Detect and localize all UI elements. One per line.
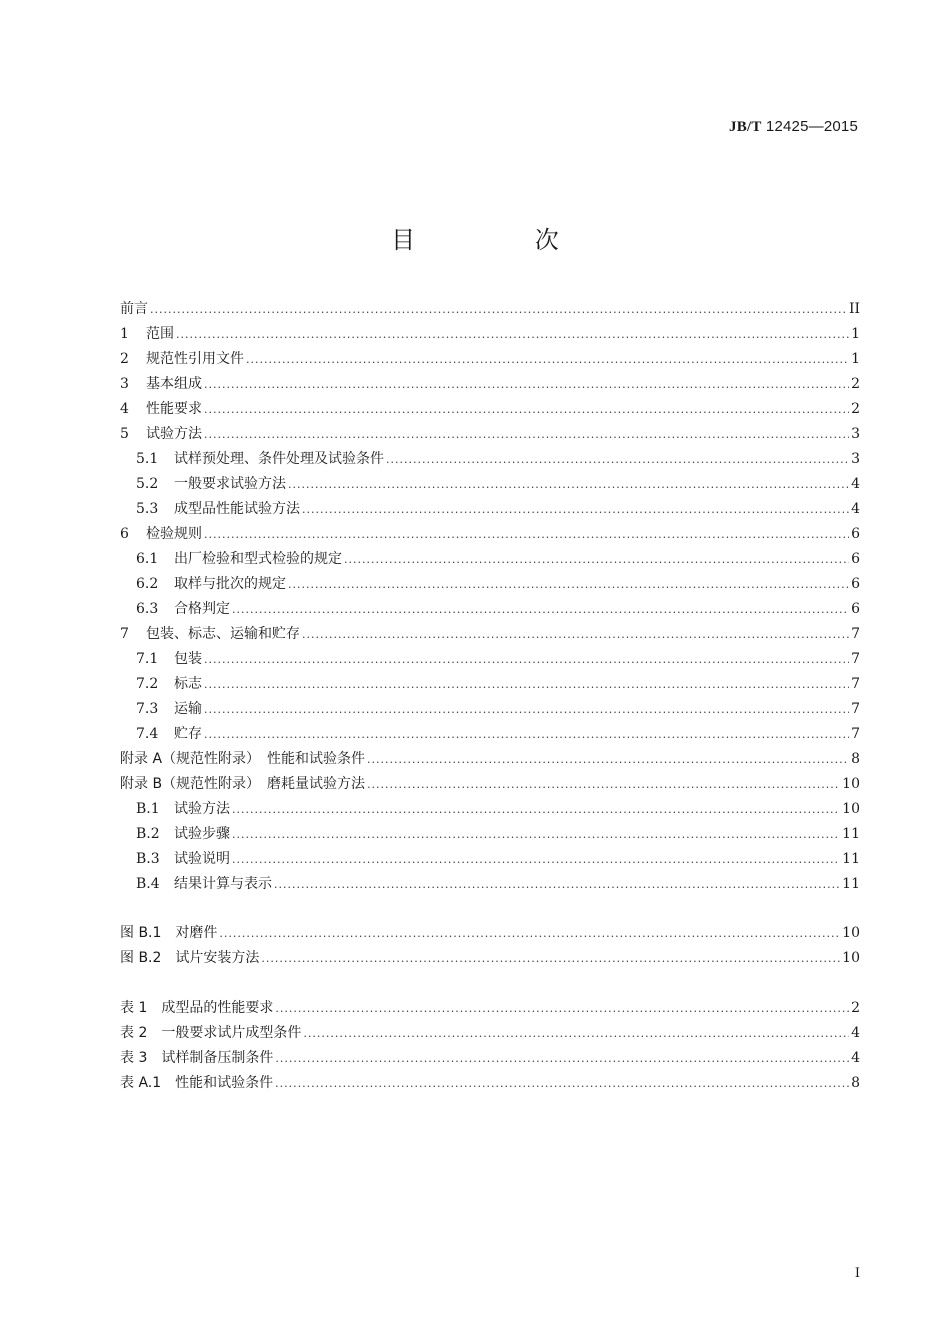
toc-entry[interactable]: 6 检验规则 ..... 6 <box>120 523 860 545</box>
dot-leader <box>275 1073 849 1095</box>
dot-leader <box>275 1048 849 1070</box>
toc-appendix-entry[interactable]: 附录 B（规范性附录） 磨耗量试验方法 ..... 10 <box>120 773 860 795</box>
toc-entry[interactable]: 3 基本组成 ..... 2 <box>120 373 860 395</box>
dot-leader <box>274 874 840 896</box>
dot-leader <box>302 624 849 646</box>
dot-leader <box>204 674 849 696</box>
dot-leader <box>219 923 840 945</box>
toc-table-entry[interactable]: 表 A.1 性能和试验条件 ..... 8 <box>120 1072 860 1094</box>
dot-leader <box>367 749 849 771</box>
page-title: 目 次 <box>391 226 615 254</box>
dot-leader <box>204 649 849 671</box>
dot-leader <box>204 699 849 721</box>
dot-leader <box>303 1023 849 1045</box>
dot-leader <box>204 399 849 421</box>
standard-code <box>729 118 858 136</box>
toc-entry[interactable]: 4 性能要求 ..... 2 <box>120 398 860 420</box>
toc-subentry[interactable]: 7.4 贮存 ..... 7 <box>120 723 860 745</box>
toc-subentry[interactable]: 7.2 标志 ..... 7 <box>120 673 860 695</box>
toc-entry[interactable]: 5 试验方法 ..... 3 <box>120 423 860 445</box>
toc-subentry[interactable]: B.3 试验说明 ..... 11 <box>120 848 860 870</box>
toc-subentry[interactable]: 5.2 一般要求试验方法 ..... 4 <box>120 473 860 495</box>
toc-subentry[interactable]: 5.1 试样预处理、条件处理及试验条件 ..... 3 <box>120 448 860 470</box>
dot-leader <box>176 324 849 346</box>
toc-subentry[interactable]: B.2 试验步骤 ..... 11 <box>120 823 860 845</box>
dot-leader <box>302 499 849 521</box>
toc-appendix-entry[interactable]: 附录 A（规范性附录） 性能和试验条件 ..... 8 <box>120 748 860 770</box>
toc-subentry[interactable]: 6.2 取样与批次的规定 ..... 6 <box>120 573 860 595</box>
toc-subentry[interactable]: B.1 试验方法 ..... 10 <box>120 798 860 820</box>
dot-leader <box>232 824 840 846</box>
dot-leader <box>275 998 849 1020</box>
dot-leader <box>150 299 847 321</box>
toc-figure-entry[interactable]: 图 B.2 试片安装方法 ..... 10 <box>120 947 860 969</box>
toc-entry[interactable]: 前言 ..... II <box>120 298 860 320</box>
dot-leader <box>288 574 849 596</box>
toc-subentry[interactable]: 7.1 包装 ..... 7 <box>120 648 860 670</box>
toc-entry[interactable]: 1 范围 ..... 1 <box>120 323 860 345</box>
dot-leader <box>288 474 849 496</box>
dot-leader <box>232 799 840 821</box>
toc-entry[interactable]: 7 包装、标志、运输和贮存 ..... 7 <box>120 623 860 645</box>
dot-leader <box>204 724 849 746</box>
toc-figure-entry[interactable]: 图 B.1 对磨件 ..... 10 <box>120 922 860 944</box>
page-number: I <box>854 1266 860 1281</box>
dot-leader <box>232 849 840 871</box>
dot-leader <box>204 524 849 546</box>
dot-leader <box>261 948 840 970</box>
dot-leader <box>246 349 849 371</box>
dot-leader <box>204 374 849 396</box>
toc-subentry[interactable]: B.4 结果计算与表示 ..... 11 <box>120 873 860 895</box>
dot-leader <box>367 774 840 796</box>
dot-leader <box>204 424 849 446</box>
toc-subentry[interactable]: 6.1 出厂检验和型式检验的规定 ..... 6 <box>120 548 860 570</box>
dot-leader <box>232 599 849 621</box>
toc-table-entry[interactable]: 表 2 一般要求试片成型条件 ..... 4 <box>120 1022 860 1044</box>
toc-entry[interactable]: 2 规范性引用文件 ..... 1 <box>120 348 860 370</box>
toc-subentry[interactable]: 6.3 合格判定 ..... 6 <box>120 598 860 620</box>
standard-number: 12425—2015 <box>765 118 858 135</box>
toc-table-entry[interactable]: 表 3 试样制备压制条件 ..... 4 <box>120 1047 860 1069</box>
standard-prefix: JB/T <box>729 119 762 135</box>
toc-subentry[interactable]: 7.3 运输 ..... 7 <box>120 698 860 720</box>
dot-leader <box>344 549 849 571</box>
dot-leader <box>386 449 849 471</box>
toc-table-entry[interactable]: 表 1 成型品的性能要求 ..... 2 <box>120 997 860 1019</box>
toc-subentry[interactable]: 5.3 成型品性能试验方法 ..... 4 <box>120 498 860 520</box>
